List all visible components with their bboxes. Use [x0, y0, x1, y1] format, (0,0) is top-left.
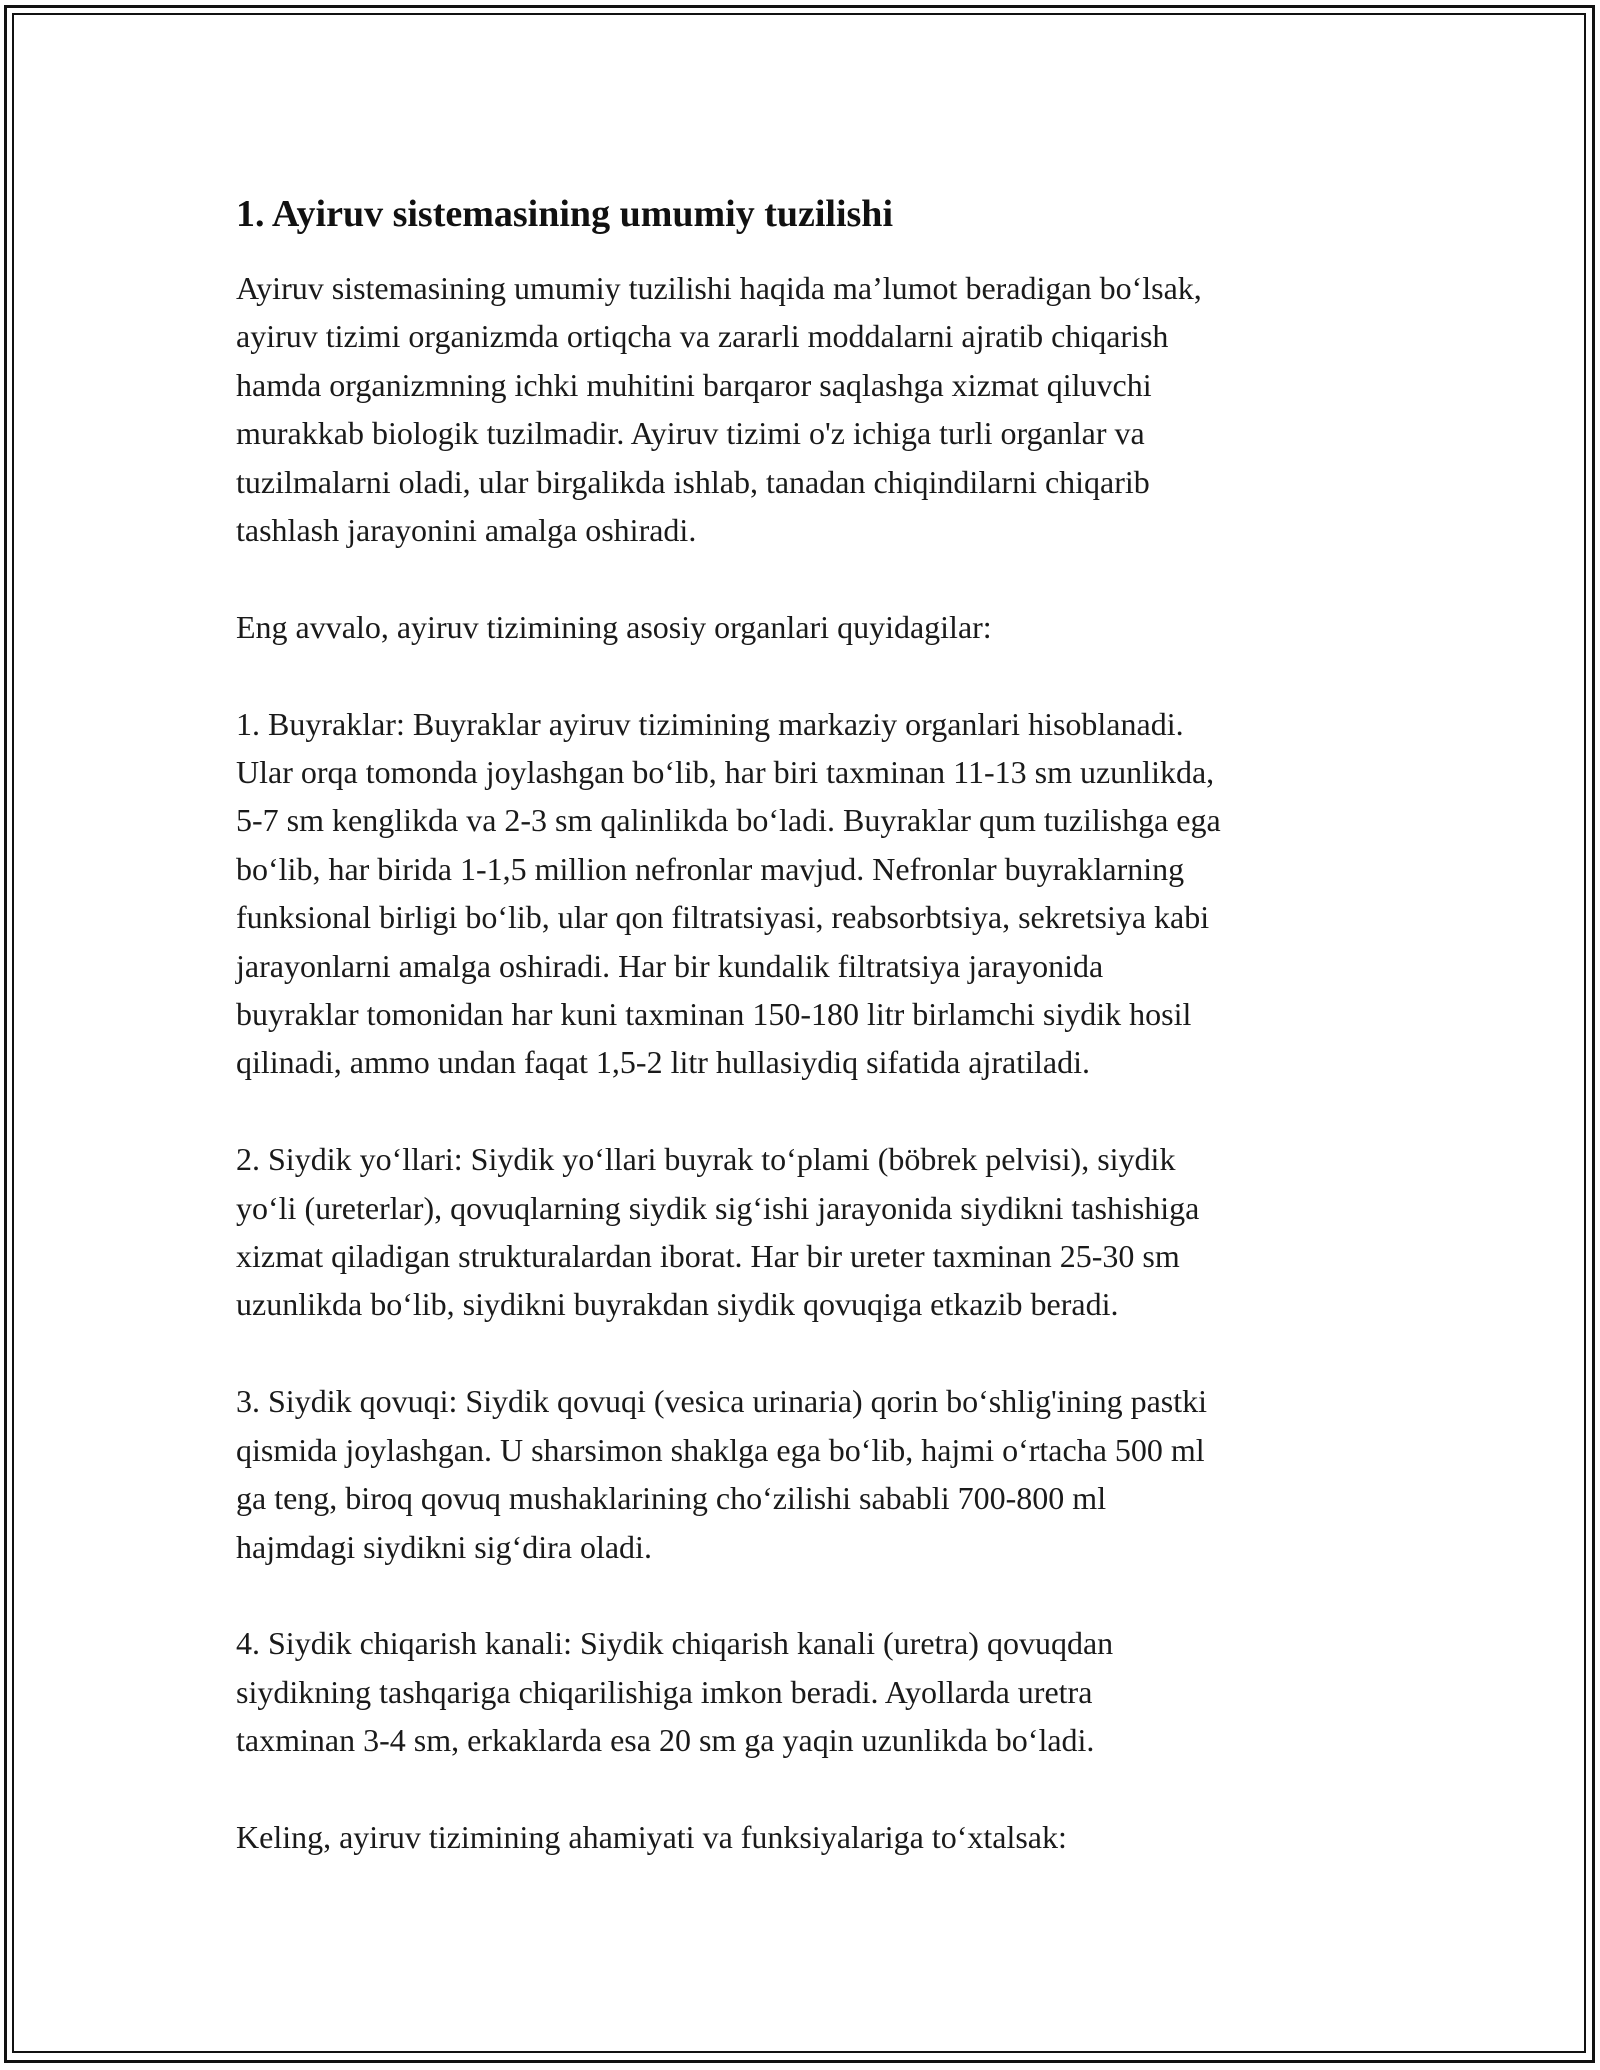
document-body — [236, 186, 1406, 1861]
section-heading: 1. Ayiruv sistemasining umumiy tuzilishi — [236, 193, 894, 235]
paragraph-organs-lead: Eng avvalo, ayiruv tizimining asosiy organlari quyidagilar: — [236, 608, 992, 645]
paragraph-functions-lead: Keling, ayiruv tizimining ahamiyati va funksiyalariga to‘xtalsak: — [236, 1818, 1067, 1855]
paragraph-kidneys: 1. Buyraklar: Buyraklar ayiruv tizimining markaziy organlari hisoblanadi. Ular orqa tomonda joylashgan bo‘lib, har biri taxminan 11-13 sm uzunlikda, 5-7 sm kenglikda va 2-3 sm qalinlikda bo‘ladi. Buyraklar qum tuzilishga ega bo‘lib, har birida 1-1,5 million nefronlar mavjud. Nefronlar buyraklarning funksional birligi bo‘lib, ular qon filtratsiyasi, reabsorbtsiya, sekretsiya kabi jarayonlarni amalga oshiradi. Har bir kundalik filtratsiya jarayonida buyraklar tomonidan har kuni taxminan 150-180 litr birlamchi siydik hosil qilinadi, ammo undan faqat 1,5-2 litr hullasiydiq sifatida ajratiladi. — [236, 705, 1221, 1081]
paragraph-urinary-tracts: 2. Siydik yo‘llari: Siydik yo‘llari buyrak to‘plami (böbrek pelvisi), siydik yo‘li (ureterlar), qovuqlarning siydik sig‘ishi jarayonida siydikni tashishiga xizmat qiladigan strukturalardan iborat. Har bir ureter taxminan 25-30 sm uzunlikda bo‘lib, siydikni buyrakdan siydik qovuqiga etkazib beradi. — [236, 1141, 1200, 1323]
paragraph-intro: Ayiruv sistemasining umumiy tuzilishi haqida ma’lumot beradigan bo‘lsak, ayiruv tizimi organizmda ortiqcha va zararli moddalarni ajratib chiqarish hamda organizmning ichki muhitini barqaror saqlashga xizmat qiluvchi murakkab biologik tuzilmadir. Ayiruv tizimi o'z ichiga turli organlar va tuzilmalarni oladi, ular birgalikda ishlab, tanadan chiqindilarni chiqarib tashlash jarayonini amalga oshiradi. — [236, 270, 1202, 549]
paragraph-bladder: 3. Siydik qovuqi: Siydik qovuqi (vesica urinaria) qorin bo‘shlig'ining pastki qismida joylashgan. U sharsimon shaklga ega bo‘lib, hajmi o‘rtacha 500 ml ga teng, biroq qovuq mushaklarining cho‘zilishi sababli 700-800 ml hajmdagi siydikni sig‘dira oladi. — [236, 1383, 1208, 1565]
paragraph-urethra: 4. Siydik chiqarish kanali: Siydik chiqarish kanali (uretra) qovuqdan siydikning tashqariga chiqarilishiga imkon beradi. Ayollarda uretra taxminan 3-4 sm, erkaklarda esa 20 sm ga yaqin uzunlikda bo‘ladi. — [236, 1625, 1114, 1759]
